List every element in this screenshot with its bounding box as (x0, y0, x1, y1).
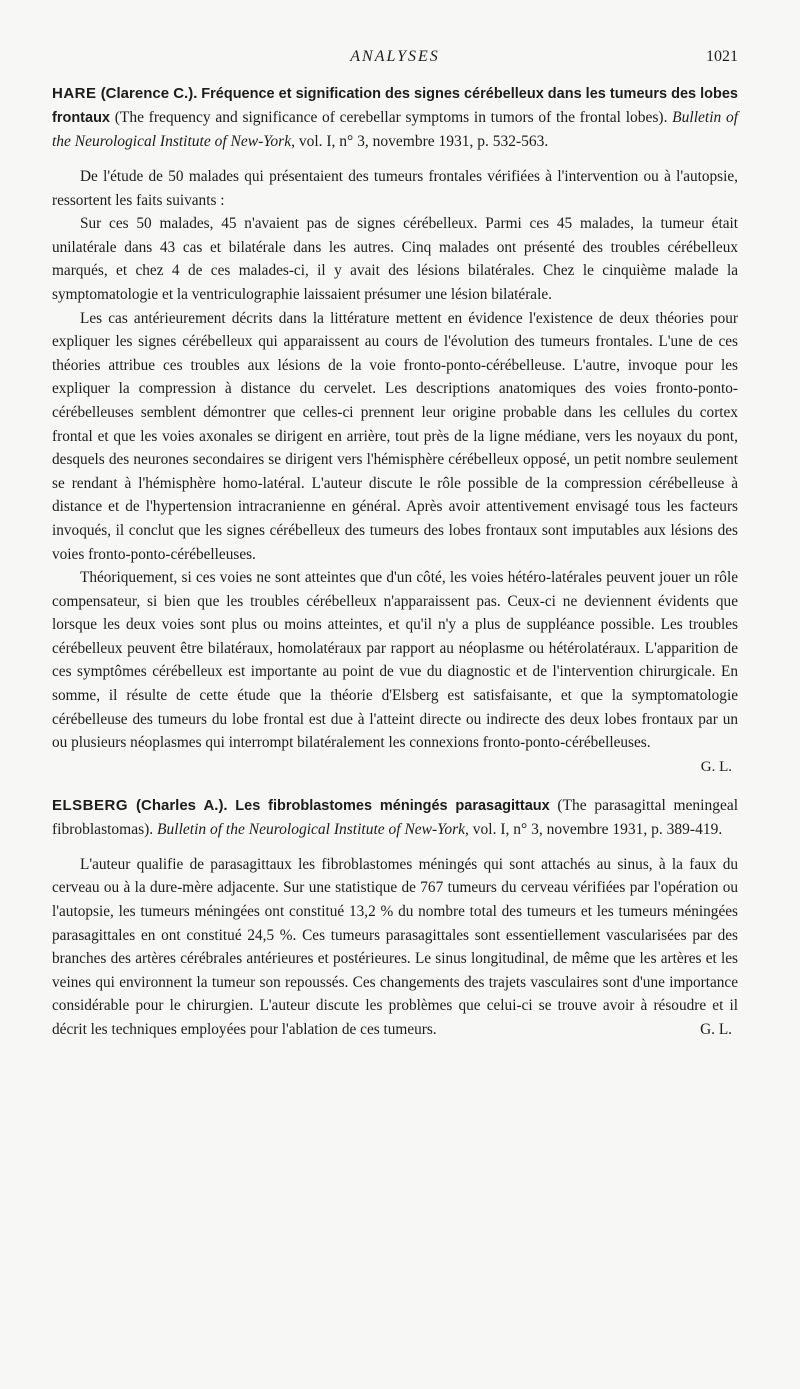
reviewer-signature: G. L. (700, 758, 732, 775)
review-entry-elsberg (52, 794, 738, 1042)
body-paragraph (52, 853, 738, 1042)
author (52, 797, 228, 814)
journal-name: Bulletin of the Neurological Institute of New-York, (52, 109, 739, 150)
entry-heading (52, 794, 738, 841)
title-french: Les fibroblastomes méningés parasagittaux (235, 797, 550, 814)
citation-details: vol. I, n° 3, novembre 1931, p. 389-419. (472, 820, 723, 838)
page-number: 1021 (706, 48, 738, 65)
reviewer-signature: G. L. (700, 1021, 732, 1038)
citation-details: vol. I, n° 3, novembre 1931, p. 532-563. (298, 133, 549, 150)
entry-heading (52, 82, 738, 153)
title-english: (The parasagittal meningeal fibroblastomas). (52, 796, 739, 838)
journal-name: Bulletin of the Neurological Institute of New-York, (157, 820, 469, 838)
body-paragraph: Les cas antérieurement décrits dans la littérature mettent en évidence l'existence de deux théories pour expliquer les signes cérébelleux qui apparaissent au cours de l'évolution des tumeurs frontales. L'une de ces théories attribue ces troubles aux lésions de la voie fronto-ponto-cérébelleuse. L'autre, invoque pour les expliquer la compression à distance du cervelet. Les descriptions anatomiques des voies fronto-ponto-cérébelleuses semblent démontrer que celles-ci prennent leur origine probable dans les cellules du cortex frontal et que les voies axonales se dirigent en arrière, tout près de la ligne médiane, vers les noyaux du pont, desquels des neurones secondaires se dirigent vers l'hémisphère cérébelleux opposé, un petit nombre seulement se rendant à l'hémisphère homo-latéral. L'auteur discute le rôle possible de la compression cérébelleuse à distance et de l'hypertension intracranienne en général. Après avoir attentivement envisagé tous les facteurs invoqués, il conclut que les signes cérébelleux des tumeurs des lobes frontaux sont imputables aux lésions des voies fronto-ponto-cérébelleuses. (52, 309, 738, 563)
paragraph-text: L'auteur qualifie de parasagittaux les fibroblastomes méningés qui sont attachés au sinus, à la faux du cerveau ou à la dure-mère adjacente. Sur une statistique de 767 tumeurs du cerveau vérifiées par l'opération ou l'autopsie, les tumeurs méningées ont constitué 13,2 % du nombre total des tumeurs et les tumeurs méningées parasagittales en ont constitué 24,5 %. Ces tumeurs parasagittales sont essentiellement vascularisées par des branches des artères cérébrales antérieures et postérieures. Le sinus longitudinal, de même que les artères et les veines qui environnent la tumeur son repoussés. Ces changements des trajets vasculaires sont d'une importance considérable pour le chirurgien. L'auteur discute les problèmes que celui-ci se trouve avoir à résoudre et il décrit les techniques employées pour l'ablation de ces tumeurs. (52, 855, 738, 1038)
body-paragraph: Sur ces 50 malades, 45 n'avaient pas de signes cérébelleux. Parmi ces 45 malades, la tumeur était unilatérale dans 43 cas et bilatérale dans les autres. Cinq malades ont présenté des troubles cérébelleux marqués, et chez 4 de ces malades-ci, il y avait des lésions bilatérales. Chez le cinquième malade la symptomatologie et la ventriculographie laissaient présumer une lésion bilatérale. (52, 215, 738, 303)
body-paragraph: Théoriquement, si ces voies ne sont atteintes que d'un côté, les voies hétéro-latérales peuvent jouer un rôle compensateur, si bien que les troubles cérébelleux n'apparaissent pas. Ceux-ci ne deviennent évidents que lorsque les deux voies sont plus ou moins atteintes, et qu'il n'y a plus de suppléance possible. Les troubles cérébelleux peuvent être bilatéraux, homolatéraux par rapport au néoplasme ou hétérolatéraux. L'apparition de ces symptômes cérébelleux est importante au point de vue du diagnostic et de l'intervention chirurgicale. En somme, il résulte de cette étude que la théorie d'Elsberg est satisfaisante, et que la symptomatologie cérébelleuse des tumeurs du lobe frontal est due à l'atteint directe ou indirecte des deux lobes frontaux par un ou plusieurs néoplasmes qui interrompt bilatéralement les connexions fronto-ponto-cérébelleuses. (52, 569, 738, 752)
author-given-name: (Charles A.). (136, 796, 228, 814)
author-surname: ELSBERG (52, 796, 129, 814)
body-paragraph: De l'étude de 50 malades qui présentaient des tumeurs frontales vérifiées à l'intervention ou à l'autopsie, ressortent les faits suivants : (52, 168, 738, 209)
author-surname: HARE (52, 85, 97, 102)
running-head (52, 44, 738, 74)
author-given-name: (Clarence C.). (100, 85, 198, 102)
title-english: (The frequency and significance of cerebellar symptoms in tumors of the frontal lobes). (114, 109, 668, 126)
running-title: ANALYSES (350, 48, 440, 65)
author (52, 85, 197, 102)
title-french: Fréquence et signification des signes cérébelleux dans les tumeurs des lobes frontaux (52, 86, 739, 126)
review-entry-hare (52, 82, 738, 776)
